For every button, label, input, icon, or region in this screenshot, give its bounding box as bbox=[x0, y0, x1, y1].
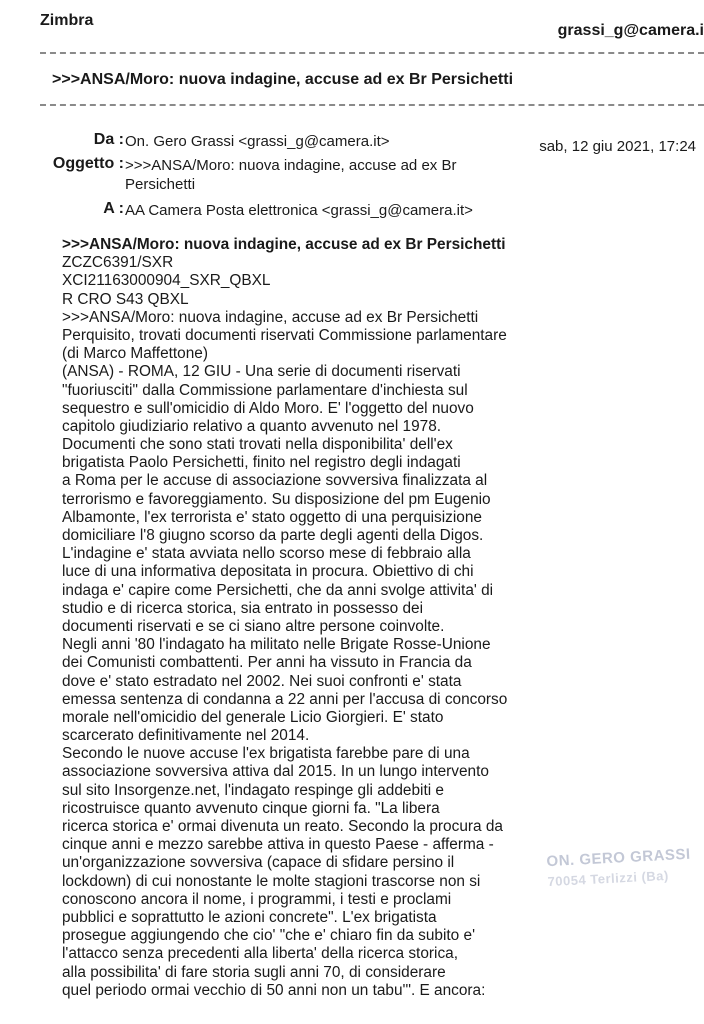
body-line: capitolo giudiziario relativo a quanto avvenuto nel 1978. bbox=[62, 417, 442, 435]
body-line: documenti riservati e se ci siano altre persone coinvolte. bbox=[62, 617, 445, 635]
body-line: morale nell'omicidio del generale Licio Giorgieri. E' stato bbox=[62, 708, 444, 726]
body-line: l'attacco senza precedenti alla liberta' della ricerca storica, bbox=[62, 945, 458, 963]
body-line: terrorismo e favoreggiamento. Su disposizione del pm Eugenio bbox=[62, 490, 491, 508]
message-title: >>>ANSA/Moro: nuova indagine, accuse ad ex Br Persichetti bbox=[52, 71, 514, 88]
divider bbox=[40, 104, 704, 106]
from-label: Da : bbox=[93, 131, 124, 148]
subject-label: Oggetto : bbox=[52, 155, 124, 172]
body-line: Documenti che sono stati trovati nella disponibilita' dell'ex bbox=[62, 436, 453, 454]
body-line: quel periodo ormai vecchio di 50 anni non un tabu'". E ancora: bbox=[62, 981, 486, 999]
body-line: sul sito Insorgenze.net, l'indagato respinge gli addebiti e bbox=[62, 781, 444, 799]
body-line: indaga e' capire come Persichetti, che da anni svolge attivita' di bbox=[62, 581, 494, 599]
body-headline: >>>ANSA/Moro: nuova indagine, accuse ad ex Br Persichetti bbox=[62, 236, 506, 253]
body-line: sequestro e sull'omicidio di Aldo Moro. E' l'oggetto del nuovo bbox=[62, 399, 474, 417]
body-line: "fuoriusciti" dalla Commissione parlamentare d'inchiesta sul bbox=[62, 381, 468, 399]
body-line: Secondo le nuove accuse l'ex brigatista farebbe pare di una bbox=[62, 745, 470, 763]
subject-value bbox=[125, 156, 456, 194]
body-line: associazione sovversiva attiva dal 2015. In un lungo intervento bbox=[62, 763, 489, 781]
to-label: A : bbox=[103, 200, 124, 217]
body-line: ricerca storica e' ormai divenuta un reato. Secondo la procura da bbox=[62, 818, 503, 835]
from-value[interactable]: On. Gero Grassi <grassi_g@camera.it> bbox=[125, 133, 390, 150]
body-line: prosegue aggiungendo che cio' "che e' chiaro fin da subito e' bbox=[62, 927, 476, 945]
body-line: studio e di ricerca storica, sia entrato in possesso dei bbox=[62, 599, 424, 617]
body-line: ricostruisce quanto avvenuto cinque giorni fa. "La libera bbox=[62, 799, 440, 817]
subject-line: >>>ANSA/Moro: nuova indagine, accuse ad ex Br bbox=[125, 157, 457, 174]
body-line: alla possibilita' di fare storia sugli anni 70, di considerare bbox=[62, 963, 446, 981]
body-line: dove e' stato estradato nel 2002. Nei suoi confronti e' stata bbox=[62, 672, 462, 690]
subject-line: Persichetti bbox=[125, 176, 196, 193]
stamp-address: 70054 Terlizzi (Ba) bbox=[547, 867, 670, 890]
stamp-name: ON. GERO GRASSI bbox=[546, 845, 691, 871]
body-line: scarcerato definitivamente nel 2014. bbox=[62, 727, 310, 745]
body-line: conoscono ancora il nome, i programmi, i testi e proclami bbox=[62, 890, 452, 908]
body-line: a Roma per le accuse di associazione sovversiva finalizzata al bbox=[62, 472, 488, 490]
body-line: dei Comunisti combattenti. Per anni ha vissuto in Francia da bbox=[62, 654, 472, 672]
body-line: Negli anni '80 l'indagato ha militato nelle Brigate Rosse-Unione bbox=[62, 636, 491, 654]
body-line: luce di una informativa depositata in procura. Obiettivo di chi bbox=[62, 563, 474, 581]
body-line: R CRO S43 QBXL bbox=[62, 290, 189, 308]
body-line: brigatista Paolo Persichetti, finito nel registro degli indagati bbox=[62, 454, 461, 472]
app-name: Zimbra bbox=[40, 12, 94, 29]
account-email: grassi_g@camera.i bbox=[557, 22, 704, 39]
message-body bbox=[62, 236, 532, 1000]
body-line: pubblici e soprattutto le azioni concrete". L'ex brigatista bbox=[62, 908, 437, 926]
body-line: >>>ANSA/Moro: nuova indagine, accuse ad ex Br Persichetti bbox=[62, 308, 479, 326]
body-line: un'organizzazione sovversiva (capace di sfidare persino il bbox=[62, 854, 455, 872]
body-line: cinque anni e mezzo sarebbe attiva in questo Paese - afferma - bbox=[62, 836, 494, 854]
body-line: Perquisito, trovati documenti riservati Commissione parlamentare bbox=[62, 326, 507, 344]
body-line: (di Marco Maffettone) bbox=[62, 345, 208, 363]
body-line: ZCZC6391/SXR bbox=[62, 254, 174, 272]
divider bbox=[40, 52, 704, 54]
body-line: domiciliare l'8 giugno scorso da parte degli agenti della Digos. bbox=[62, 527, 484, 544]
official-stamp bbox=[546, 844, 704, 892]
body-line: (ANSA) - ROMA, 12 GIU - Una serie di documenti riservati bbox=[62, 363, 461, 381]
body-line: XCI21163000904_SXR_QBXL bbox=[62, 272, 271, 290]
body-line: Albamonte, l'ex terrorista e' stato oggetto di una perquisizione bbox=[62, 508, 482, 526]
to-value[interactable]: AA Camera Posta elettronica <grassi_g@camera.it> bbox=[125, 202, 473, 219]
message-date: sab, 12 giu 2021, 17:24 bbox=[539, 138, 696, 155]
body-line: L'indagine e' stata avviata nello scorso mese di febbraio alla bbox=[62, 545, 471, 563]
body-line: emessa sentenza di condanna a 22 anni per l'accusa di concorso bbox=[62, 690, 508, 708]
body-line: lockdown) di cui nonostante le molte stagioni trascorse non si bbox=[62, 872, 481, 890]
